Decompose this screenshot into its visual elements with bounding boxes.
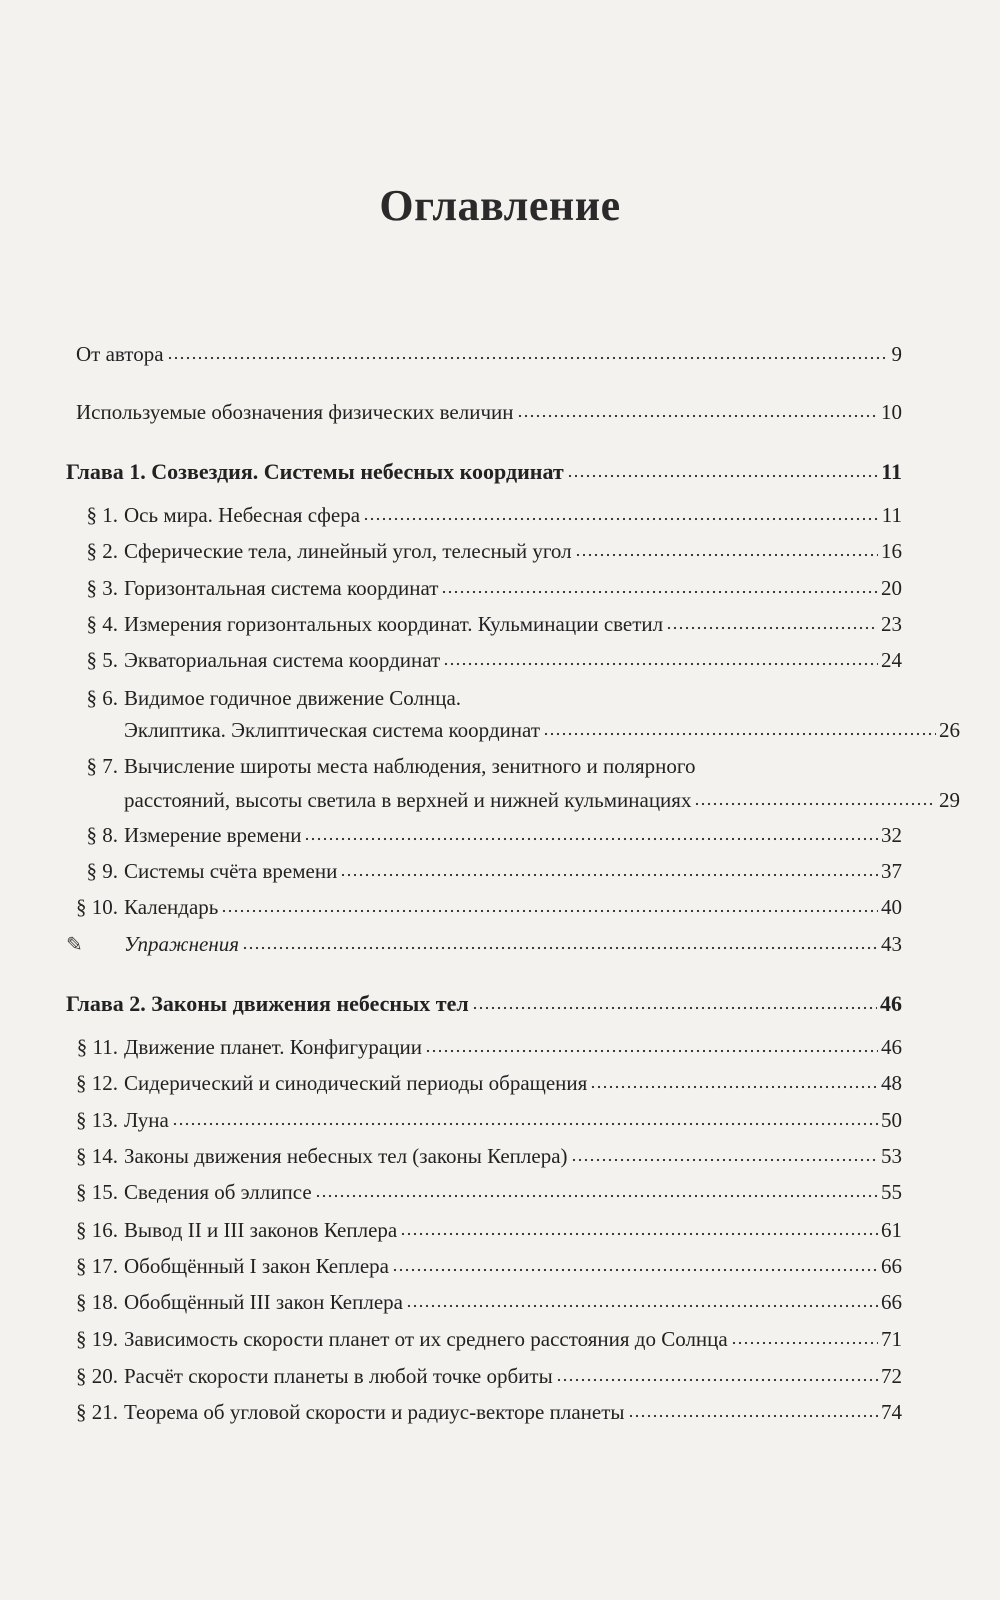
dot-leader: [441, 589, 878, 595]
section-number: § 11.: [76, 1035, 118, 1059]
dot-leader: [400, 1231, 878, 1237]
page-number: 11: [881, 503, 902, 527]
entry-title: Законы движения небесных тел (законы Кеплера): [124, 1144, 568, 1168]
entry-title: Системы счёта времени: [124, 859, 338, 883]
toc-entry[interactable]: [66, 857, 902, 885]
page-number: 40: [881, 895, 902, 919]
section-number: § 13.: [76, 1108, 118, 1132]
dot-leader: [340, 872, 878, 878]
toc-entry[interactable]: [66, 610, 902, 638]
entry-title: Экваториальная система координат: [124, 648, 441, 672]
dot-leader: [392, 1267, 878, 1273]
section-number: § 16.: [76, 1218, 118, 1242]
toc-entry[interactable]: [66, 752, 902, 780]
toc-entry[interactable]: [66, 930, 902, 959]
entry-title: Вычисление широты места наблюдения, зенитного и полярного: [124, 754, 696, 778]
page-number: 24: [881, 648, 902, 672]
dot-leader: [172, 1121, 878, 1127]
page-number: 53: [881, 1144, 902, 1168]
dot-leader: [543, 731, 936, 737]
dot-leader: [575, 552, 878, 558]
section-number: § 20.: [76, 1364, 118, 1388]
toc-entry[interactable]: [66, 1178, 902, 1206]
dot-leader: [221, 908, 878, 914]
toc-entry[interactable]: [66, 458, 902, 486]
toc-entry[interactable]: [66, 1325, 902, 1353]
section-number: § 2.: [86, 539, 118, 563]
entry-title: Видимое годичное движение Солнца.: [124, 686, 462, 710]
page-number: 74: [881, 1400, 902, 1424]
section-number: § 4.: [86, 612, 118, 636]
toc-entry[interactable]: [66, 501, 902, 529]
page-number: 66: [881, 1290, 902, 1314]
toc-entry[interactable]: [66, 537, 902, 565]
entry-title: Используемые обозначения физических величин: [76, 400, 514, 424]
entry-title: Измерение времени: [124, 823, 302, 847]
page-number: 50: [881, 1108, 902, 1132]
section-number: § 14.: [76, 1144, 118, 1168]
toc-entry[interactable]: [66, 1288, 902, 1316]
toc-entry[interactable]: [66, 990, 902, 1018]
page-number: 43: [881, 932, 902, 956]
toc-entry[interactable]: [66, 1106, 902, 1134]
section-number: § 6.: [86, 686, 118, 710]
dot-leader: [666, 625, 878, 631]
entry-title: расстояний, высоты светила в верхней и нижней кульминациях: [124, 788, 692, 812]
page-number: 71: [881, 1327, 902, 1351]
dot-leader: [694, 801, 936, 807]
section-number: § 15.: [76, 1180, 118, 1204]
page-number: 26: [939, 718, 960, 742]
page-number: 66: [881, 1254, 902, 1278]
entry-title: Сведения об эллипсе: [124, 1180, 312, 1204]
dot-leader: [167, 355, 889, 361]
entry-title: Сидерический и синодический периоды обращения: [124, 1071, 588, 1095]
entry-title: Горизонтальная система координат: [124, 576, 439, 600]
entry-title: Вывод II и III законов Кеплера: [124, 1218, 398, 1242]
dot-leader: [315, 1193, 878, 1199]
entry-title: Расчёт скорости планеты в любой точке орбиты: [124, 1364, 553, 1388]
section-number: § 3.: [86, 576, 118, 600]
page-number: 61: [881, 1218, 902, 1242]
entry-title: От автора: [76, 342, 164, 366]
dot-leader: [363, 516, 879, 522]
toc-entry[interactable]: [66, 574, 902, 602]
entry-title: Луна: [124, 1108, 169, 1132]
toc-entry[interactable]: [66, 646, 902, 674]
section-number: § 1.: [86, 503, 118, 527]
section-number: § 17.: [76, 1254, 118, 1278]
toc-entry[interactable]: [66, 1216, 902, 1244]
section-number: § 10.: [76, 895, 118, 919]
entry-title: Измерения горизонтальных координат. Кульминации светил: [124, 612, 664, 636]
page-number: 11: [881, 459, 902, 484]
dot-leader: [517, 413, 878, 419]
entry-title: Движение планет. Конфигурации: [124, 1035, 422, 1059]
toc-entry[interactable]: [66, 1252, 902, 1280]
entry-title: Глава 2. Законы движения небесных тел: [66, 991, 469, 1016]
section-number: § 21.: [76, 1400, 118, 1424]
toc-entry[interactable]: [66, 821, 902, 849]
section-number: § 8.: [86, 823, 118, 847]
page-number: 55: [881, 1180, 902, 1204]
section-number: § 9.: [86, 859, 118, 883]
toc-entry[interactable]: [66, 1142, 902, 1170]
page-number: 32: [881, 823, 902, 847]
entry-title: Упражнения: [124, 932, 239, 956]
page-number: 29: [939, 788, 960, 812]
entry-title: Глава 1. Созвездия. Системы небесных координат: [66, 459, 564, 484]
dot-leader: [425, 1048, 878, 1054]
entry-title: Календарь: [124, 895, 219, 919]
page-number: 48: [881, 1071, 902, 1095]
toc-entry[interactable]: [66, 893, 902, 921]
page-number: 72: [881, 1364, 902, 1388]
page-number: 23: [881, 612, 902, 636]
toc-entry[interactable]: [66, 1069, 902, 1097]
section-number: § 12.: [76, 1071, 118, 1095]
toc-entry[interactable]: [66, 1398, 902, 1426]
dot-leader: [628, 1413, 878, 1419]
toc-entry[interactable]: [76, 340, 902, 368]
entry-title: Сферические тела, линейный угол, телесный угол: [124, 539, 572, 563]
toc-entry[interactable]: [66, 684, 902, 712]
dot-leader: [443, 661, 878, 667]
page-number: 10: [881, 400, 902, 424]
page-number: 37: [881, 859, 902, 883]
entry-title: Зависимость скорости планет от их среднего расстояния до Солнца: [124, 1327, 728, 1351]
dot-leader: [590, 1084, 878, 1090]
section-number: § 7.: [86, 754, 118, 778]
page-number: 46: [880, 991, 902, 1016]
page-number: 20: [881, 576, 902, 600]
section-number: § 19.: [76, 1327, 118, 1351]
toc-entry[interactable]: [66, 716, 960, 744]
dot-leader: [556, 1377, 878, 1383]
toc-entry[interactable]: [76, 398, 902, 426]
page-number: 16: [881, 539, 902, 563]
toc-entry[interactable]: [66, 1033, 902, 1061]
dot-leader: [571, 1157, 878, 1163]
page-number: 46: [881, 1035, 902, 1059]
page-title: Оглавление: [379, 181, 621, 230]
dot-leader: [731, 1340, 878, 1346]
section-number: § 18.: [76, 1290, 118, 1314]
entry-title: Теорема об угловой скорости и радиус-векторе планеты: [124, 1400, 625, 1424]
toc-entry[interactable]: [66, 786, 960, 814]
entry-title: Обобщённый III закон Кеплера: [124, 1290, 403, 1314]
dot-leader: [472, 1005, 877, 1011]
dot-leader: [242, 945, 878, 951]
entry-title: Ось мира. Небесная сфера: [124, 503, 361, 527]
entry-title: Эклиптика. Эклиптическая система координат: [124, 718, 540, 742]
dot-leader: [406, 1303, 878, 1309]
section-number: § 5.: [86, 648, 118, 672]
dot-leader: [304, 836, 878, 842]
entry-title: Обобщённый I закон Кеплера: [124, 1254, 389, 1278]
dot-leader: [567, 473, 879, 479]
page-number: 9: [891, 342, 902, 366]
pencil-icon: ✎: [66, 934, 83, 956]
toc-entry[interactable]: [66, 1362, 902, 1390]
